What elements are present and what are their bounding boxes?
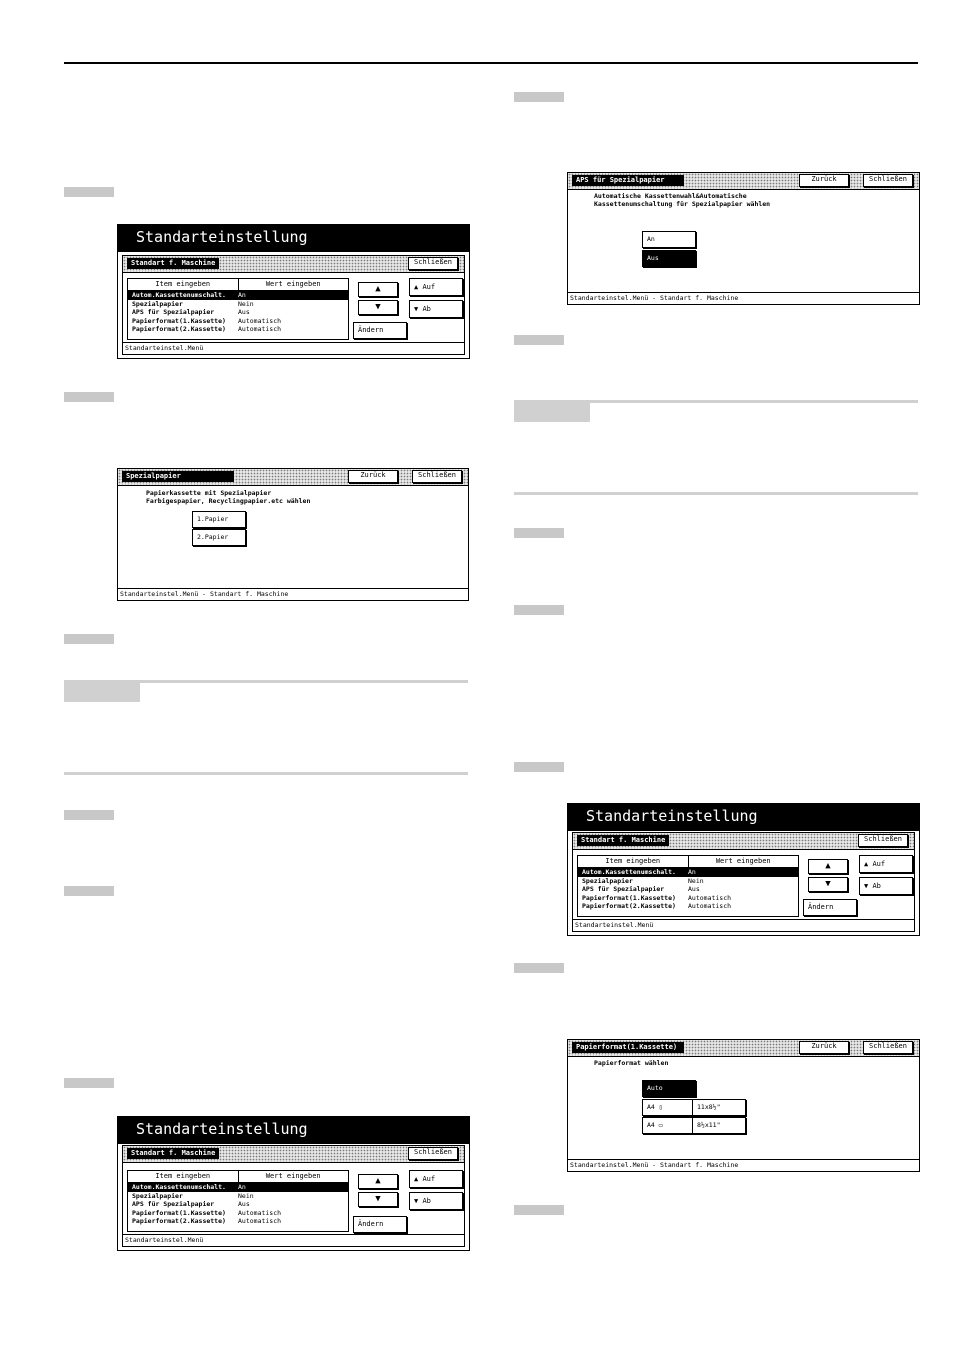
step-marker [514, 963, 564, 973]
panel-tab: Standart f. Maschine [577, 835, 669, 846]
instruction-text: Papierformat wählen [594, 1059, 669, 1067]
table-row[interactable]: Papierformat(1.Kassette) Automatisch [582, 893, 732, 902]
panel-header [118, 469, 468, 486]
scroll-down-button[interactable]: ▼ [808, 877, 848, 892]
settings-screen [567, 803, 920, 936]
step-marker [64, 187, 114, 197]
panel-header [568, 173, 919, 190]
down-arrow-icon: ▼ [864, 882, 873, 890]
option-aus[interactable]: Aus [642, 250, 696, 267]
panel-header [573, 833, 914, 850]
down-arrow-icon: ▼ [414, 305, 423, 313]
status-bar: Standarteinstel.Menü [573, 919, 914, 931]
panel-tab: Papierformat(1.Kassette) [572, 1042, 684, 1053]
note-rule-bottom [514, 492, 918, 495]
col-header-value: Wert eingeben [265, 1172, 321, 1180]
settings-screen [117, 224, 470, 359]
step-marker [514, 528, 564, 538]
note-tab [64, 680, 140, 702]
table-row[interactable]: Spezialpapier Nein [582, 876, 704, 885]
table-row[interactable]: Autom.Kassettenumschalt. An [128, 1183, 348, 1192]
settings-table [127, 1170, 349, 1232]
col-header-item: Item eingeben [128, 1171, 239, 1182]
col-header-item: Item eingeben [128, 279, 239, 290]
option-8-5x11[interactable]: 8½x11" [692, 1117, 746, 1134]
panel-tab: Standart f. Maschine [127, 258, 219, 269]
back-button[interactable]: Zurück [348, 470, 398, 483]
close-button[interactable]: Schließen [858, 834, 908, 847]
table-row[interactable]: Papierformat(2.Kassette) Automatisch [132, 325, 282, 333]
screen-title: Standarteinstellung [118, 1117, 469, 1144]
table-row[interactable]: Spezialpapier Nein [132, 299, 254, 308]
option-a4-portrait[interactable]: A4 ▯ [642, 1099, 696, 1116]
close-button[interactable]: Schließen [863, 1041, 913, 1054]
screen-title: Standarteinstellung [118, 225, 469, 252]
change-button[interactable]: Ändern [353, 1216, 407, 1233]
table-row[interactable]: APS für Spezialpapier Aus [132, 308, 250, 316]
page-down-button[interactable]: ▼ Ab [409, 1192, 463, 1210]
panel-tab: APS für Spezialpapier [572, 175, 684, 186]
top-rule [64, 62, 918, 64]
scroll-up-button[interactable]: ▲ [358, 282, 398, 297]
status-bar: Standarteinstel.Menü [123, 1234, 464, 1246]
option-an[interactable]: An [642, 231, 696, 248]
settings-panel [122, 1145, 465, 1247]
papierformat-screen [567, 1039, 920, 1172]
up-arrow-icon: ▲ [864, 860, 873, 868]
settings-table [577, 855, 799, 917]
step-marker [514, 92, 564, 102]
note-rule [64, 680, 468, 683]
panel-header [568, 1040, 919, 1057]
status-bar: Standarteinstel.Menü - Standart f. Maschine [118, 588, 468, 600]
table-row[interactable]: Papierformat(2.Kassette) Automatisch [582, 902, 732, 910]
table-row[interactable]: Spezialpapier Nein [132, 1191, 254, 1200]
table-row[interactable]: APS für Spezialpapier Aus [582, 885, 700, 893]
page-up-button[interactable]: ▲ Auf [409, 1170, 463, 1188]
note-rule [514, 400, 918, 403]
settings-panel [572, 832, 915, 932]
screen-title: Standarteinstellung [568, 804, 919, 831]
change-button[interactable]: Ändern [353, 322, 407, 339]
close-button[interactable]: Schließen [408, 257, 458, 270]
back-button[interactable]: Zurück [799, 1041, 849, 1054]
status-bar: Standarteinstel.Menü [123, 342, 464, 354]
step-marker [64, 1078, 114, 1088]
spezialpapier-screen [117, 468, 469, 601]
note-rule-bottom [64, 772, 468, 775]
option-papier-2[interactable]: 2.Papier [192, 529, 246, 546]
table-row[interactable]: Papierformat(2.Kassette) Automatisch [132, 1217, 282, 1225]
up-arrow-icon: ▲ [414, 283, 423, 291]
note-tab [514, 400, 590, 422]
panel-tab: Standart f. Maschine [127, 1148, 219, 1159]
scroll-down-button[interactable]: ▼ [358, 1192, 398, 1207]
option-auto[interactable]: Auto [642, 1080, 696, 1097]
page-down-button[interactable]: ▼ Ab [859, 877, 913, 895]
instruction-text: Papierkassette mit Spezialpapier Farbigespapier, Recyclingpapier.etc wählen [146, 489, 311, 505]
table-row[interactable]: Autom.Kassettenumschalt. An [578, 868, 798, 877]
step-marker [514, 605, 564, 615]
col-header-item: Item eingeben [578, 856, 689, 867]
step-marker [514, 762, 564, 772]
status-bar: Standarteinstel.Menü - Standart f. Maschine [568, 1159, 919, 1171]
step-marker [64, 634, 114, 644]
table-row[interactable]: Papierformat(1.Kassette) Automatisch [132, 316, 282, 325]
page-down-button[interactable]: ▼ Ab [409, 300, 463, 318]
page-up-button[interactable]: ▲ Auf [409, 278, 463, 296]
change-button[interactable]: Ändern [803, 899, 857, 916]
close-button[interactable]: Schließen [412, 470, 462, 483]
scroll-up-button[interactable]: ▲ [358, 1174, 398, 1189]
panel-tab: Spezialpapier [122, 471, 234, 482]
step-marker [514, 1205, 564, 1215]
step-marker [64, 810, 114, 820]
status-bar: Standarteinstel.Menü - Standart f. Maschine [568, 292, 919, 304]
page-up-button[interactable]: ▲ Auf [859, 855, 913, 873]
table-row[interactable]: APS für Spezialpapier Aus [132, 1200, 250, 1208]
table-row[interactable]: Autom.Kassettenumschalt. An [128, 291, 348, 300]
step-marker [64, 392, 114, 402]
down-arrow-icon: ▼ [414, 1197, 423, 1205]
aps-screen [567, 172, 920, 305]
table-row[interactable]: Papierformat(1.Kassette) Automatisch [132, 1208, 282, 1217]
scroll-down-button[interactable]: ▼ [358, 300, 398, 315]
close-button[interactable]: Schließen [408, 1147, 458, 1160]
instruction-text: Automatische Kassettenwahl&Automatische Kassettenumschaltung für Spezialpapier wählen [594, 192, 771, 208]
settings-table [127, 278, 349, 340]
col-header-value: Wert eingeben [265, 280, 321, 288]
settings-screen [117, 1116, 470, 1251]
close-button[interactable]: Schließen [863, 174, 913, 187]
scroll-up-button[interactable]: ▲ [808, 859, 848, 874]
option-papier-1[interactable]: 1.Papier [192, 511, 246, 528]
option-a4-landscape[interactable]: A4 ▭ [642, 1117, 696, 1134]
back-button[interactable]: Zurück [799, 174, 849, 187]
step-marker [64, 886, 114, 896]
col-header-value: Wert eingeben [715, 857, 771, 865]
settings-panel [122, 255, 465, 355]
panel-header [123, 1146, 464, 1163]
step-marker [514, 335, 564, 345]
up-arrow-icon: ▲ [414, 1175, 423, 1183]
panel-header [123, 256, 464, 273]
option-11x8-5[interactable]: 11x8½" [692, 1099, 746, 1116]
